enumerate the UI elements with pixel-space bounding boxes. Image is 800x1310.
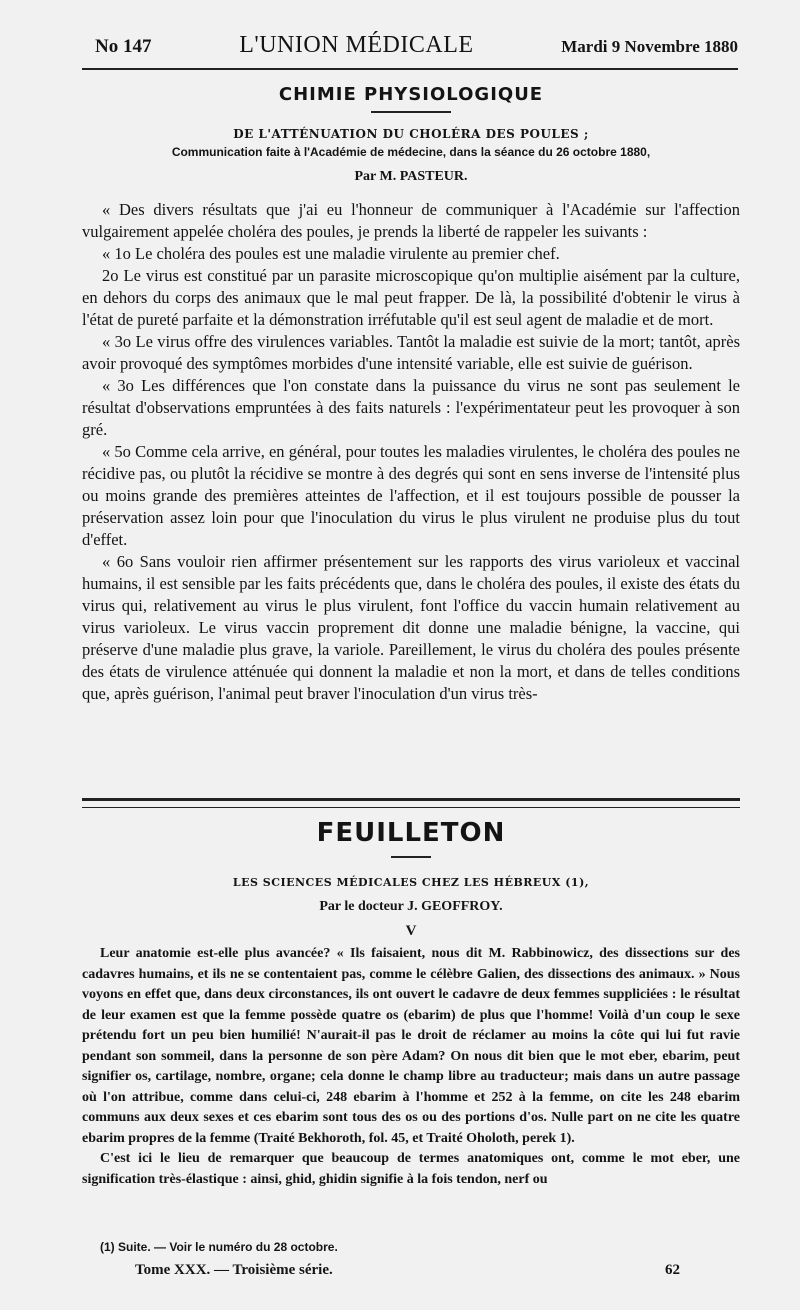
header-rule [82, 68, 738, 70]
paragraph: « Des divers résultats que j'ai eu l'honneur de communiquer à l'Académie sur l'affection vulgairement appelée choléra des poules, je prends la liberté de rappeler les suivants : [82, 200, 740, 241]
chemistry-section [82, 80, 740, 705]
feuilleton-article-title: LES SCIENCES MÉDICALES CHEZ LES HÉBREUX (1), [232, 876, 590, 889]
feuilleton-author: Par le docteur J. GEOFFROY. [319, 899, 503, 914]
issue-date: Mardi 9 Novembre 1880 [561, 37, 738, 56]
paragraph: « 3o Les différences que l'on constate dans la puissance du virus ne sont pas seulement le résultat d'observations empruntées à des faits naturels : l'expérimentateur peut les provoquer à son gré. [82, 376, 740, 439]
paragraph: « 5o Comme cela arrive, en général, pour toutes les maladies virulentes, le choléra des poules ne récidive pas, ou plutôt la récidive se montre à des degrés qui sont en sens inverse de l'intensité plus ou moins grande des premières atteintes de l'affection, et il est toujours possible de pousser la préservation assez loin pour que l'inoculation du virus le plus virulent ne produise plus du tout d'effet. [82, 442, 740, 549]
feuilleton-body [82, 944, 740, 1190]
feuilleton-section [82, 818, 740, 1190]
page-header [95, 32, 738, 64]
journal-name: L'UNION MÉDICALE [239, 32, 474, 58]
paragraph: C'est ici le lieu de remarquer que beaucoup de termes anatomiques ont, comme le mot eber, une signification très-élastique : ainsi, ghid, ghidin signifie à la fois tendon, nerf ou [82, 1151, 740, 1187]
page-footer [135, 1262, 680, 1279]
chapter-number: V [405, 923, 417, 939]
communication-note: Communication faite à l'Académie de médecine, dans la séance du 26 octobre 1880, [171, 145, 651, 159]
feuilleton-separator [82, 798, 740, 808]
article-body [82, 199, 740, 705]
volume-info: Tome XXX. — Troisième série. [135, 1262, 333, 1278]
section-rule [371, 111, 451, 113]
paragraph: 2o Le virus est constitué par un parasite microscopique qu'on multiplie aisément par la culture, en dehors du corps des animaux que le mal peut frapper. De là, la possibilité d'obtenir le virus à l'état de pureté parfaite et la démonstration irréfutable qu'il est seul agent de maladie et de mort. [82, 266, 740, 329]
page-number: 62 [665, 1262, 680, 1278]
issue-number: No 147 [95, 36, 152, 57]
feuilleton-rule [391, 856, 431, 858]
paragraph: « 6o Sans vouloir rien affirmer présentement sur les rapports des virus varioleux et vaccinal humains, il est sensible par les faits précédents que, dans le choléra des poules, il existe des états du virus qui, relativement au virus le plus virulent, font l'office du vaccin humain relativement au virus varioleux. Le virus vaccin proprement dit donne une maladie bénigne, la vaccine, qui préserve d'une maladie plus grave, la variole. Pareillement, le virus du choléra des poules présente des états de virulence atténuée qui donnent la maladie et non la mort, et dans de telles conditions que, après guérison, l'animal peut braver l'inoculation d'un virus très- [82, 552, 740, 703]
paragraph: « 3o Le virus offre des virulences variables. Tantôt la maladie est suivie de la mort; tantôt, après avoir provoqué des symptômes morbides d'une intensité variable, elle est suivie de guérison. [82, 332, 740, 373]
paragraph: « 1o Le choléra des poules est une maladie virulente au premier chef. [102, 244, 560, 263]
paragraph: Leur anatomie est-elle plus avancée? « Ils faisaient, nous dit M. Rabbinowicz, des dissections sur des cadavres humains, et ils ne se contentaient pas, comme le célèbre Galien, des dissections des animaux. » Nous voyons en effet que, dans deux circonstances, ils ont ouvert le cadavre de deux femmes suppliciées : le résultat de leur examen est que la femme possède quatre os (ebarim) de plus que l'homme! Voilà d'un coup le sexe prétendu fort un peu bien humilié! N'aurait-il pas le droit de réclamer au moins la côte qui lui fut ravie pendant son sommeil, dans la personne de son père Adam? On nous dit bien que le mot eber, ebarim, peut signifier os, cartilage, nombre, organe; cela donne le champ libre au traducteur; mais dans un autre passage où l'on attribue, comme dans celui-ci, 248 ebarim à l'homme et 252 à la femme, on cite les 248 ebarim communs aux deux sexes et ces ebarim sont tous des os ou des portions d'os. Nulle part on ne cite les quatre ebarim propres de la femme (Traité Bekhoroth, fol. 45, et Traité Oholoth, perek 1). [82, 946, 740, 1146]
footnote: (1) Suite. — Voir le numéro du 28 octobre. [100, 1240, 338, 1254]
article-title: DE L'ATTÉNUATION DU CHOLÉRA DES POULES ; [233, 127, 589, 141]
article-author: Par M. PASTEUR. [354, 169, 468, 184]
feuilleton-title: FEUILLETON [316, 818, 506, 848]
section-title: CHIMIE PHYSIOLOGIQUE [278, 84, 544, 105]
